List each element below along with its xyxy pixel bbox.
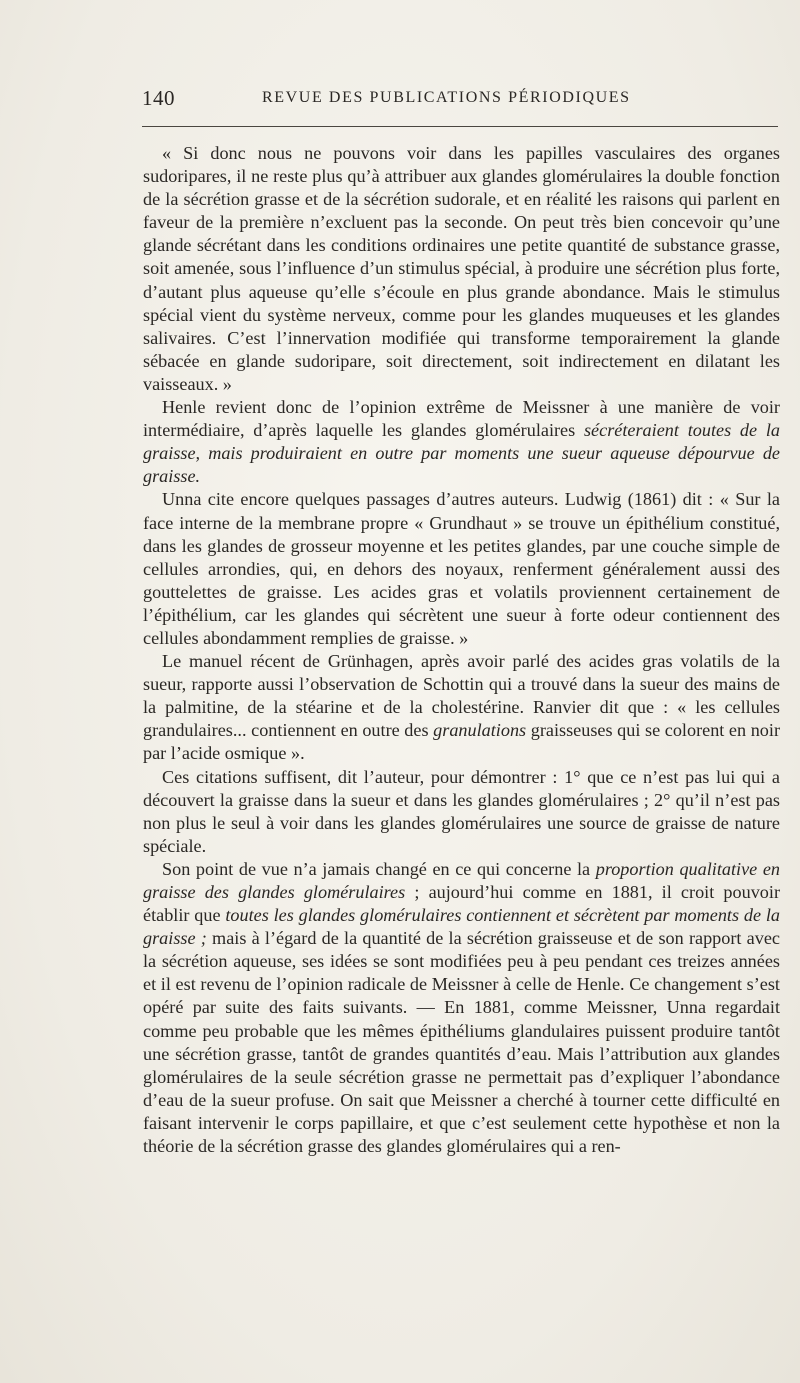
paragraph [143,858,780,1158]
text-run: graisseuses qui se colorent en noir par l’acide osmique ». [143,720,780,764]
text-run: Le manuel récent de Grünhagen, après avoir parlé des acides gras volatils de la sueur, rapporte aussi l’observation de Schottin qui a trouvé dans la sueur des mains de la palmitine, de la stéarine et de la cholestérine. Ranvier dit que : « les cellules grandulaires... contiennent en outre des [143,651,780,741]
body-text [143,142,780,1158]
paragraph [143,396,780,488]
paragraph [143,142,780,396]
italic-run: granulations [433,720,527,741]
italic-run: sécréteraient toutes de la graisse, mais produiraient en outre par moments une sueur aqueuse dépourvue de graisse. [143,420,781,487]
header-rule [142,126,778,127]
paragraph [143,650,780,765]
running-title: REVUE DES PUBLICATIONS PÉRIODIQUES [262,89,631,106]
page-number: 140 [142,86,175,110]
text-run: « Si donc nous ne pouvons voir dans les papilles vasculaires des organes sudoripares, il ne reste plus qu’à attribuer aux glandes glomérulaires la double fonction de la sécrétion grasse et de la sécrétion sudorale, et en réalité les raisons qui parlent en faveur de la première n’excluent pas la seconde. On peut très bien concevoir qu’une glande sécrétant dans les conditions ordinaires une petite quantité de substance grasse, soit amenée, sous l’influence d’un stimulus spécial, à produire une sécrétion plus forte, d’autant plus aqueuse qu’elle s’écoule en plus grande abondance. Mais le stimulus spécial vient du système nerveux, comme pour les glandes muqueuses et les glandes salivaires. C’est l’innervation modifiée qui transforme temporairement la glande sébacée en glande sudoripare, soit directement, soit indirectement en dilatant les vaisseaux. » [143,143,780,394]
text-run: Henle revient donc de l’opinion extrême de Meissner à une manière de voir intermédiaire, d’après laquelle les glandes glomérulaires [143,397,780,441]
italic-run: proportion qualitative en graisse des glandes glomérulaires [143,858,781,902]
text-run: mais à l’égard de la quantité de la sécrétion graisseuse et de son rapport avec la sécrétion aqueuse, ses idées se sont modifiées peu à peu pendant ces treizes années et il est revenu de l’opinion radicale de Meissner à celle de Henle. Ce changement s’est opéré par suite des faits suivants. — En 1881, comme Meissner, Unna regardait comme peu probable que les mêmes épithéliums glandulaires puissent produire tantôt une sécrétion grasse, tantôt de grandes quantités d’eau. Mais l’attribution aux glandes glomérulaires de la seule sécrétion grasse ne permettait pas d’expliquer l’abondance d’eau de la sueur profuse. On sait que Meissner a cherché à tourner cette difficulté en faisant intervenir le corps papillaire, et que c’est seulement cette hypothèse et non la théorie de la sécrétion grasse des glandes glomérulaires qui a ren- [143,928,780,1157]
page-header [142,86,778,116]
text-run: Son point de vue n’a jamais changé en ce qui concerne la [162,858,596,879]
text-run: Unna cite encore quelques passages d’autres auteurs. Ludwig (1861) dit : « Sur la face interne de la membrane propre « Grundhaut » se trouve un épithélium constitué, dans les glandes de grosseur moyenne et les petites glandes, par une couche simple de cellules arrondies, qui, en dehors des noyaux, renferment généralement aussi des gouttelettes de graisse. Les acides gras et volatils proviennent certainement de l’épithélium, car les glandes qui sécrètent une sueur à forte odeur contiennent des cellules abondamment remplies de graisse. » [143,489,780,648]
paragraph [143,488,780,650]
italic-run: toutes les glandes glomérulaires contiennent et sécrètent par moments de la graisse ; [143,905,781,949]
paragraph [143,766,780,858]
text-run: ; aujourd’hui comme en 1881, il croit pouvoir établir que [143,882,780,926]
text-run: Ces citations suffisent, dit l’auteur, pour démontrer : 1° que ce n’est pas lui qui a découvert la graisse dans la sueur et dans les glandes glomérulaires ; 2° qu’il n’est pas non plus le seul à voir dans les glandes glomérulaires une source de graisse de nature spéciale. [143,766,780,856]
